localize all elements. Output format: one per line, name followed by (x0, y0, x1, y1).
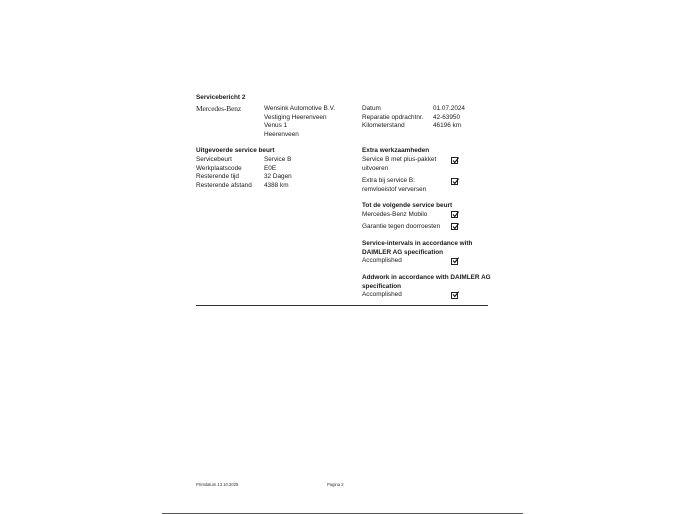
service-value: 32 Dagen (264, 173, 292, 180)
info-value-order: 42-63950 (433, 113, 461, 121)
checkbox-checked-icon (451, 157, 458, 164)
next-item-text: Mercedes-Benz Mobilo (362, 211, 428, 218)
dealer-line: Heerenveen (264, 130, 299, 138)
dealer-line: Vestiging Heerenveen (264, 113, 327, 121)
service-value: E0E (264, 164, 277, 172)
intervals-heading: DAIMLER AG specification (362, 248, 444, 256)
next-item-text: Garantie tegen doorroesten (362, 223, 441, 230)
dealer-line: Venus 1 (264, 122, 288, 129)
checkbox-checked-icon (451, 178, 458, 185)
extra-item-text: remvloeistof verversen (362, 185, 427, 193)
checkbox-checked-icon (451, 211, 458, 218)
info-value-date: 01.07.2024 (433, 105, 465, 112)
brand-logo-text: Mercedes-Benz (196, 104, 242, 113)
section-divider (196, 305, 488, 306)
footer-page-number: Pagina 2 (327, 482, 344, 487)
extra-item-text: uitvoeren (362, 164, 389, 172)
info-label-date: Datum (362, 105, 381, 112)
service-label: Werkplaatscode (196, 164, 242, 172)
addwork-heading: specification (362, 282, 402, 290)
service-label: Resterende afstand (196, 181, 252, 189)
extra-item-text: Service B met plus-pakket (362, 156, 437, 163)
info-label-mileage: Kilometerstand (362, 122, 405, 129)
intervals-item: Accomplished (362, 257, 402, 264)
next-heading: Tot de volgende service beurt (362, 202, 453, 209)
addwork-heading: Addwork in accordance with DAIMLER AG (362, 274, 491, 281)
service-heading: Uitgevoerde service beurt (196, 147, 275, 154)
checkbox-checked-icon (451, 223, 458, 230)
info-value-mileage: 46196 km (433, 122, 462, 129)
page-title: Servicebericht 2 (196, 94, 246, 101)
intervals-heading: Service-intervals in accordance with (362, 240, 473, 247)
service-value: Service B (264, 156, 292, 163)
footer-print-date: Printdatum 13.10.2025 (196, 482, 239, 487)
service-label: Servicebeurt (196, 156, 232, 163)
checkbox-checked-icon (451, 258, 458, 265)
service-value: 4388 km (264, 181, 289, 189)
checkbox-checked-icon (451, 292, 458, 299)
service-label: Resterende tijd (196, 173, 239, 180)
extra-item-text: Extra bij service B: (362, 177, 415, 184)
info-label-order: Reparatie opdrachtnr. (362, 113, 424, 121)
addwork-item: Accomplished (362, 291, 402, 298)
extra-heading: Extra werkzaamheden (362, 147, 430, 154)
dealer-line: Wensink Automotive B.V. (264, 105, 336, 112)
